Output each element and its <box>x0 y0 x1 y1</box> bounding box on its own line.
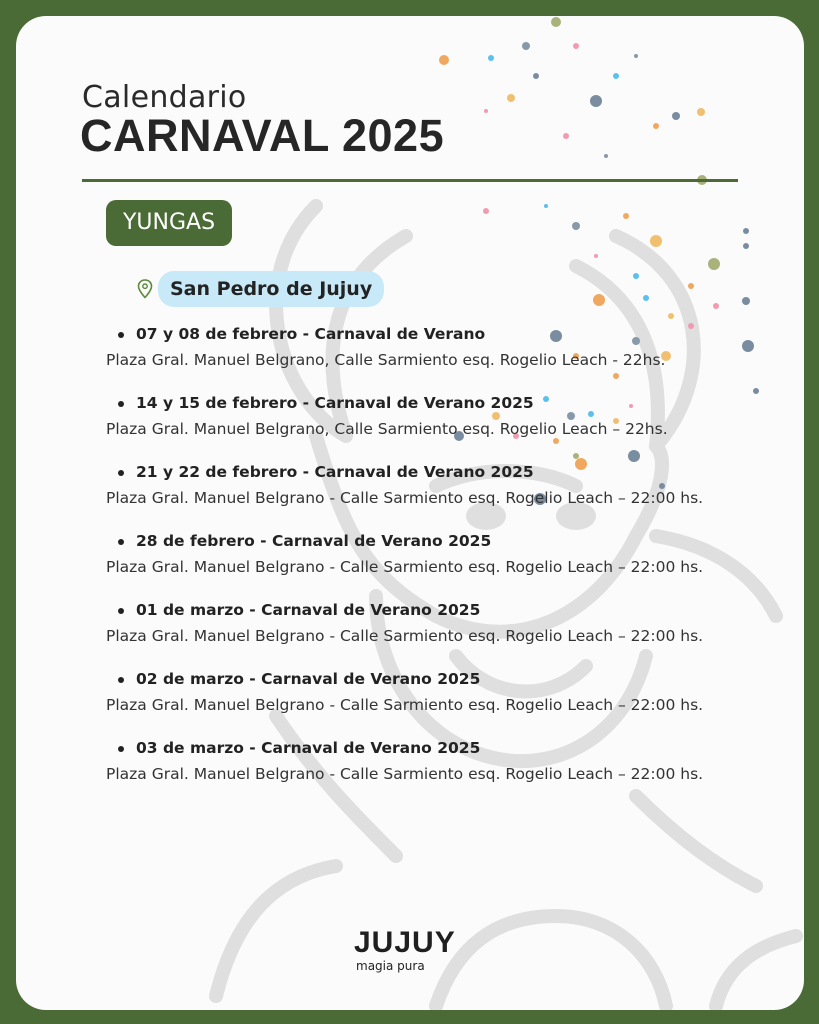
page-subtitle: Calendario <box>82 80 247 115</box>
event-detail: Plaza Gral. Manuel Belgrano, Calle Sarmiento esq. Rogelio Leach - 22hs. <box>106 351 666 369</box>
event-title: 21 y 22 de febrero - Carnaval de Verano 2025 <box>106 459 746 485</box>
event-item <box>106 735 746 787</box>
event-item <box>106 390 746 442</box>
event-item <box>106 597 746 649</box>
event-detail: Plaza Gral. Manuel Belgrano - Calle Sarmiento esq. Rogelio Leach – 22:00 hs. <box>106 696 704 714</box>
event-title: 02 de marzo - Carnaval de Verano 2025 <box>106 666 746 692</box>
event-title: 03 de marzo - Carnaval de Verano 2025 <box>106 735 746 761</box>
event-detail: Plaza Gral. Manuel Belgrano - Calle Sarmiento esq. Rogelio Leach – 22:00 hs. <box>106 627 704 645</box>
jujuy-logo <box>354 928 466 978</box>
event-detail: Plaza Gral. Manuel Belgrano - Calle Sarmiento esq. Rogelio Leach – 22:00 hs. <box>106 765 704 783</box>
city-label: San Pedro de Jujuy <box>158 271 384 307</box>
region-badge: YUNGAS <box>106 200 232 246</box>
event-item <box>106 321 746 373</box>
event-item <box>106 459 746 511</box>
page-title: CARNAVAL 2025 <box>80 110 445 161</box>
title-divider <box>82 179 738 182</box>
event-detail: Plaza Gral. Manuel Belgrano, Calle Sarmiento esq. Rogelio Leach – 22hs. <box>106 420 668 438</box>
logo-wordmark: JUJUY <box>354 926 456 959</box>
event-title: 07 y 08 de febrero - Carnaval de Verano <box>106 321 746 347</box>
event-item <box>106 666 746 718</box>
logo-tagline: magia pura <box>356 959 425 973</box>
event-item <box>106 528 746 580</box>
event-title: 14 y 15 de febrero - Carnaval de Verano 2025 <box>106 390 746 416</box>
event-title: 01 de marzo - Carnaval de Verano 2025 <box>106 597 746 623</box>
event-detail: Plaza Gral. Manuel Belgrano - Calle Sarmiento esq. Rogelio Leach – 22:00 hs. <box>106 489 704 507</box>
calendar-card <box>16 16 804 1010</box>
event-list <box>106 321 746 804</box>
map-pin-icon <box>137 279 153 299</box>
event-detail: Plaza Gral. Manuel Belgrano - Calle Sarmiento esq. Rogelio Leach – 22:00 hs. <box>106 558 704 576</box>
event-title: 28 de febrero - Carnaval de Verano 2025 <box>106 528 746 554</box>
